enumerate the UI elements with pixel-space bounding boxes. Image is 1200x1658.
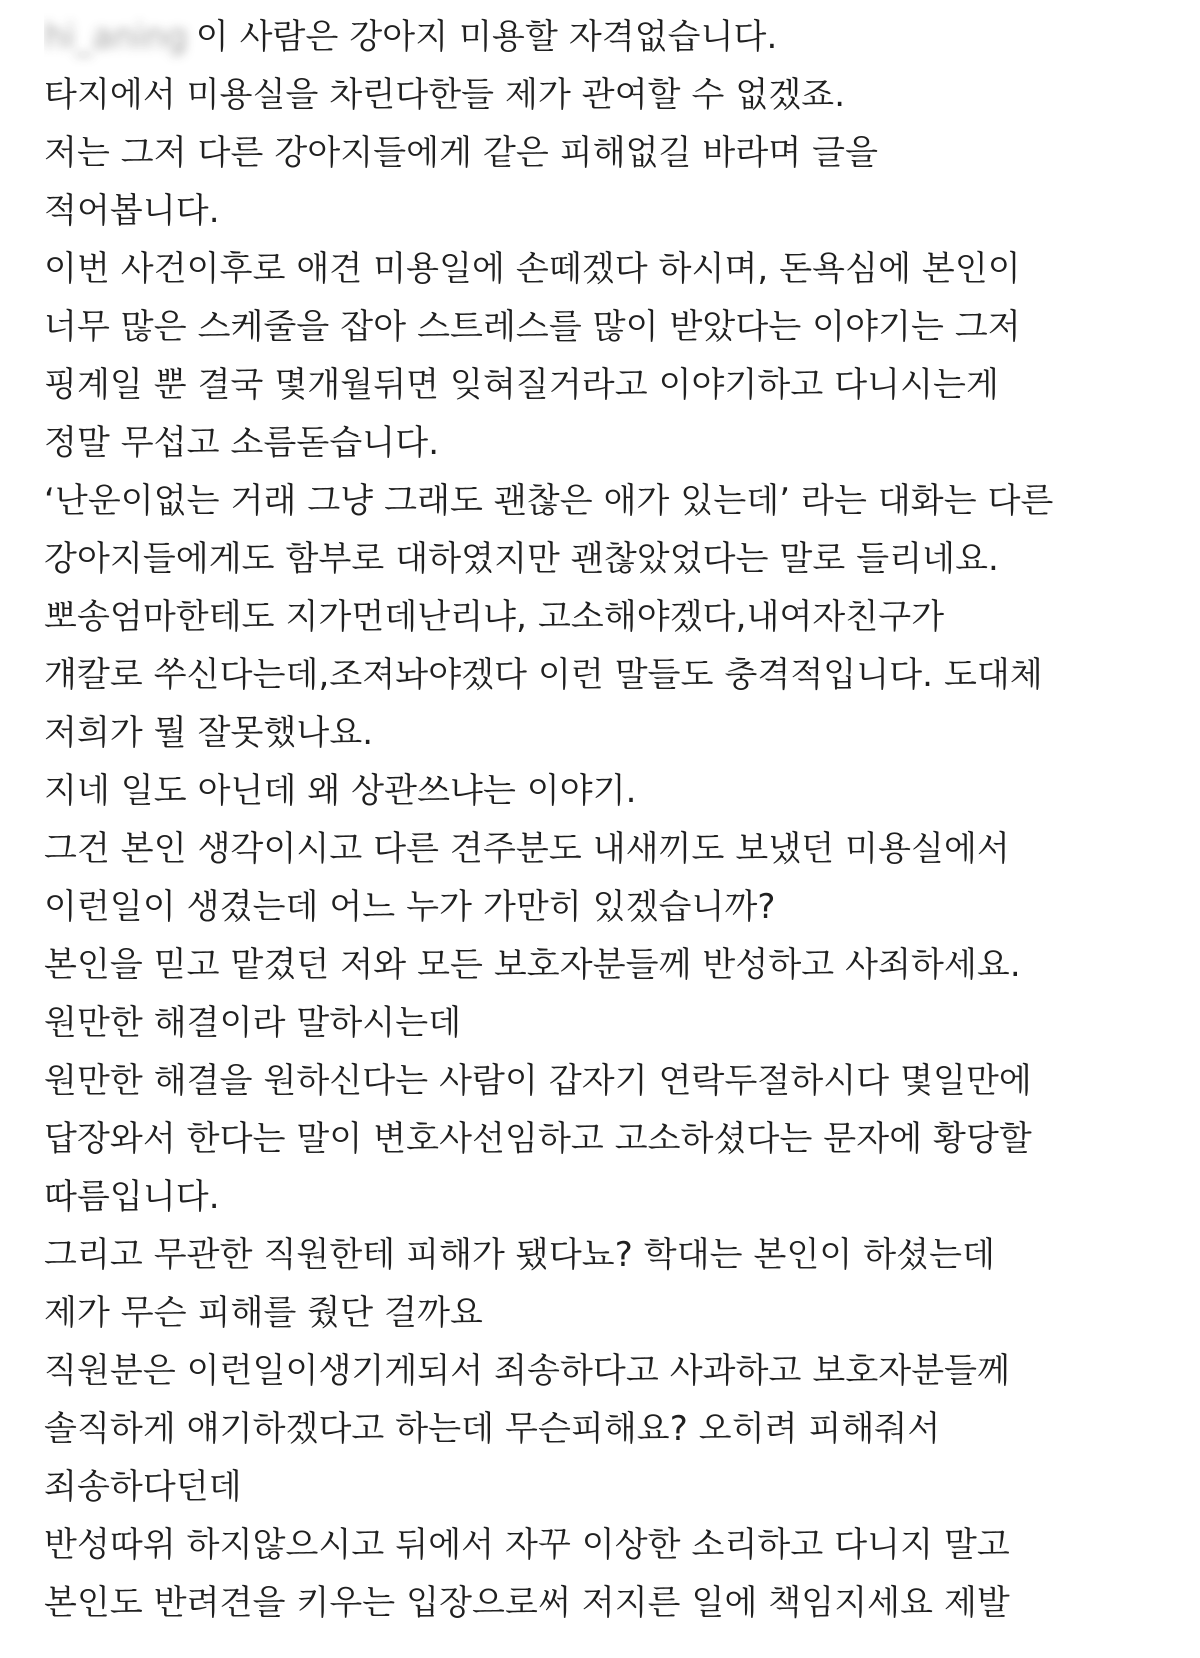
post-line: 타지에서 미용실을 차린다한들 제가 관여할 수 없겠죠. [44,75,846,115]
post-line: 그건 본인 생각이시고 다른 견주분도 내새끼도 보냈던 미용실에서 [44,829,1010,869]
post-line: 저는 그저 다른 강아지들에게 같은 피해없길 바라며 글을 [44,133,879,173]
post-line: ‘난운이없는 거래 그냥 그래도 괜찮은 애가 있는데’ 라는 대화는 다른 [44,481,1054,521]
post-line-text: 이 사람은 강아지 미용할 자격없습니다. [195,17,778,57]
post-line: 죄송하다던데 [44,1467,242,1507]
post-line: 따름입니다. [44,1177,220,1217]
blurred-username: hi_aning [44,17,188,57]
post-line: 제가 무슨 피해를 줬단 걸까요 [44,1293,483,1333]
post-line: 본인도 반려견을 키우는 입장으로써 저지른 일에 책임지세요 제발 [44,1583,1010,1623]
post-line: 걔칼로 쑤신다는데,조져놔야겠다 이런 말들도 충격적입니다. 도대체 [44,655,1043,695]
post-line: 적어봅니다. [44,191,220,231]
post-line: 솔직하게 얘기하겠다고 하는데 무슨피해요? 오히려 피해줘서 [44,1409,941,1449]
post-line: 원만한 해결을 원하신다는 사람이 갑자기 연락두절하시다 몇일만에 [44,1061,1032,1101]
post-line: 반성따위 하지않으시고 뒤에서 자꾸 이상한 소리하고 다니지 말고 [44,1525,1010,1565]
post-line: 이런일이 생겼는데 어느 누가 가만히 있겠습니까? [44,887,776,927]
post-line: 직원분은 이런일이생기게되서 죄송하다고 사과하고 보호자분들께 [44,1351,1011,1391]
post-line: 강아지들에게도 함부로 대하였지만 괜찮았었다는 말로 들리네요. [44,539,999,579]
post-line: 정말 무섭고 소름돋습니다. [44,423,440,463]
post-line: 본인을 믿고 맡겼던 저와 모든 보호자분들께 반성하고 사죄하세요. [44,945,1021,985]
post-line: 저희가 뭘 잘못했나요. [44,713,374,753]
post-line: 그리고 무관한 직원한테 피해가 됐다뇨? 학대는 본인이 하셨는데 [44,1235,996,1275]
post-line: 너무 많은 스케줄을 잡아 스트레스를 많이 받았다는 이야기는 그저 [44,307,1021,347]
post-line-first [44,8,1179,66]
post-line: 뽀송엄마한테도 지가먼데난리냐, 고소해야겠다,내여자친구가 [44,597,945,637]
post-line: 지네 일도 아닌데 왜 상관쓰냐는 이야기. [44,771,637,811]
post-line: 답장와서 한다는 말이 변호사선임하고 고소하셨다는 문자에 황당할 [44,1119,1032,1159]
post-line: 핑계일 뿐 결국 몇개월뒤면 잊혀질거라고 이야기하고 다니시는게 [44,365,999,405]
post-line: 원만한 해결이라 말하시는데 [44,1003,462,1043]
post-body [44,8,1179,1658]
post-line: 이번 사건이후로 애견 미용일에 손떼겠다 하시며, 돈욕심에 본인이 [44,249,1021,289]
